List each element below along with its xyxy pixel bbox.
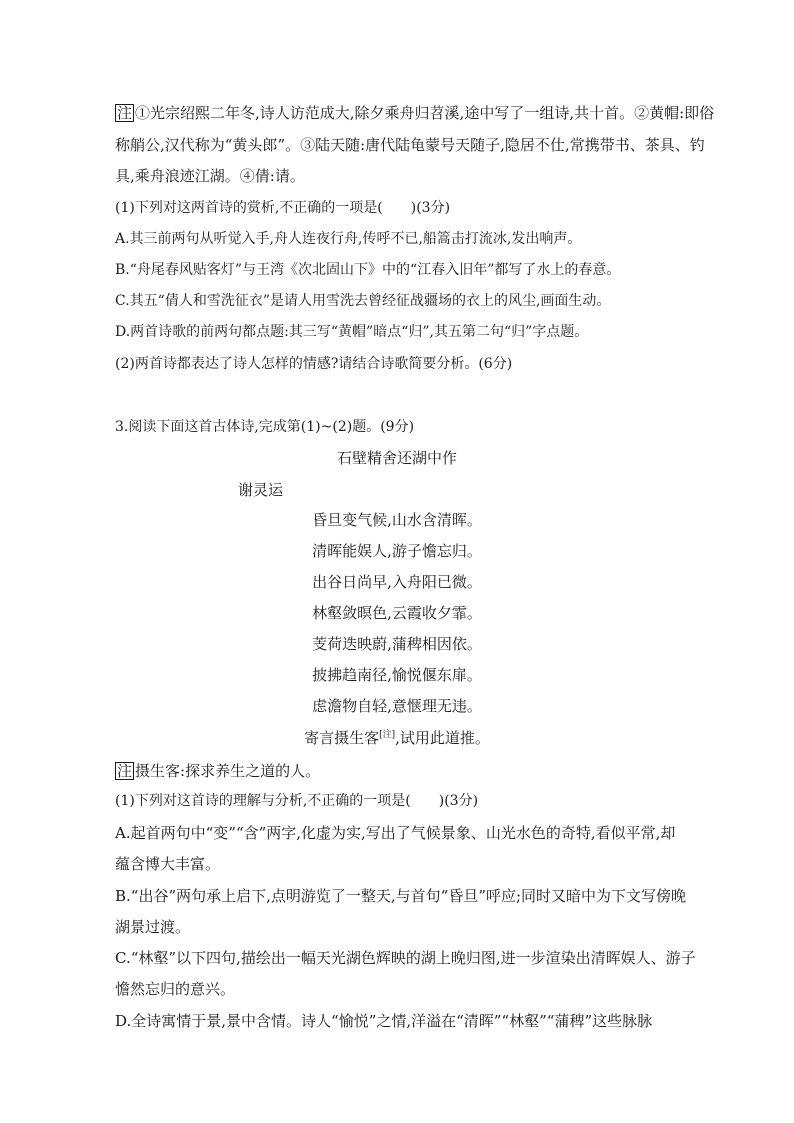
note-line bbox=[115, 104, 714, 122]
poem-line-text: 寄言摄生客 bbox=[304, 729, 380, 747]
poem-line: 林壑敛暝色,云霞收夕霏。 bbox=[312, 604, 482, 622]
option-a-cont: 蕴含博大丰富。 bbox=[115, 855, 221, 873]
option-c: C.“林壑”以下四句,描绘出一幅天光湖色辉映的湖上晚归图,进一步渲染出清晖娱人、游子 bbox=[115, 949, 696, 967]
note-line: 具,乘舟浪迹江湖。④倩:请。 bbox=[115, 167, 305, 185]
poem-line bbox=[0, 729, 794, 747]
footnote-ref: [注] bbox=[379, 730, 396, 740]
option-a: A.其三前两句从听觉入手,舟人连夜行舟,传呼不已,船篙击打流冰,发出响声。 bbox=[115, 231, 582, 247]
option-c-cont: 憺然忘归的意兴。 bbox=[115, 980, 236, 998]
poem-line-text: ,试用此道推。 bbox=[395, 729, 490, 747]
note-line: 称艄公,汉代称为“黄头郎”。③陆天随:唐代陆龟蒙号天随子,隐居不仕,常携带书、茶具、钓 bbox=[115, 136, 705, 154]
section-heading: 3.阅读下面这首古体诗,完成第(1)~(2)题。(9分) bbox=[115, 419, 415, 435]
option-b: B.“出谷”两句承上启下,点明游览了一整天,与首句“昏旦”呼应;同时又暗中为下文写傍晚 bbox=[115, 887, 687, 905]
poem-author: 谢灵运 bbox=[238, 481, 284, 499]
option-c: C.其五“倩人和雪洗征衣”是请人用雪洗去曾经征战疆场的衣上的风尘,画面生动。 bbox=[115, 293, 611, 309]
note-text: ①光宗绍熙二年冬,诗人访范成大,除夕乘舟归苕溪,途中写了一组诗,共十首。②黄帽:即俗 bbox=[135, 104, 715, 122]
question-2: (2)两首诗都表达了诗人怎样的情感?请结合诗歌简要分析。(6分) bbox=[115, 356, 513, 372]
poem-line: 披拂趋南径,愉悦偃东扉。 bbox=[312, 666, 482, 684]
poem-line: 昏旦变气候,山水含清晖。 bbox=[312, 511, 482, 529]
option-a: A.起首两句中“变”“含”两字,化虚为实,写出了气候景象、山光水色的奇特,看似平常,却 bbox=[115, 824, 676, 842]
option-d: D.两首诗歌的前两句都点题:其三写“黄帽”暗点“归”,其五第二句“归”字点题。 bbox=[115, 324, 589, 340]
option-b-cont: 湖景过渡。 bbox=[115, 918, 191, 936]
poem-line: 芰荷迭映蔚,蒲稗相因依。 bbox=[312, 635, 482, 653]
poem-line: 出谷日尚早,入舟阳已微。 bbox=[312, 573, 482, 591]
question-stem: (1)下列对这两首诗的赏析,不正确的一项是( )(3分) bbox=[115, 200, 451, 216]
poem-line: 清晖能娱人,游子憺忘归。 bbox=[312, 542, 482, 560]
poem-title: 石壁精舍还湖中作 bbox=[336, 449, 457, 467]
note-marker: 注 bbox=[117, 762, 133, 780]
poem-line: 虑澹物自轻,意惬理无违。 bbox=[312, 697, 482, 715]
note-text: 摄生客:探求养生之道的人。 bbox=[135, 762, 321, 780]
note-marker: 注 bbox=[117, 104, 133, 122]
option-b: B.“舟尾春风贴客灯”与王湾《次北固山下》中的“江春入旧年”都写了水上的春意。 bbox=[115, 262, 621, 278]
question-stem: (1)下列对这首诗的理解与分析,不正确的一项是( )(3分) bbox=[115, 793, 479, 809]
option-d: D.全诗寓情于景,景中含情。诗人“愉悦”之情,洋溢在“清晖”“林壑”“蒲稗”这些脉脉 bbox=[115, 1012, 653, 1030]
note-line bbox=[115, 762, 320, 780]
